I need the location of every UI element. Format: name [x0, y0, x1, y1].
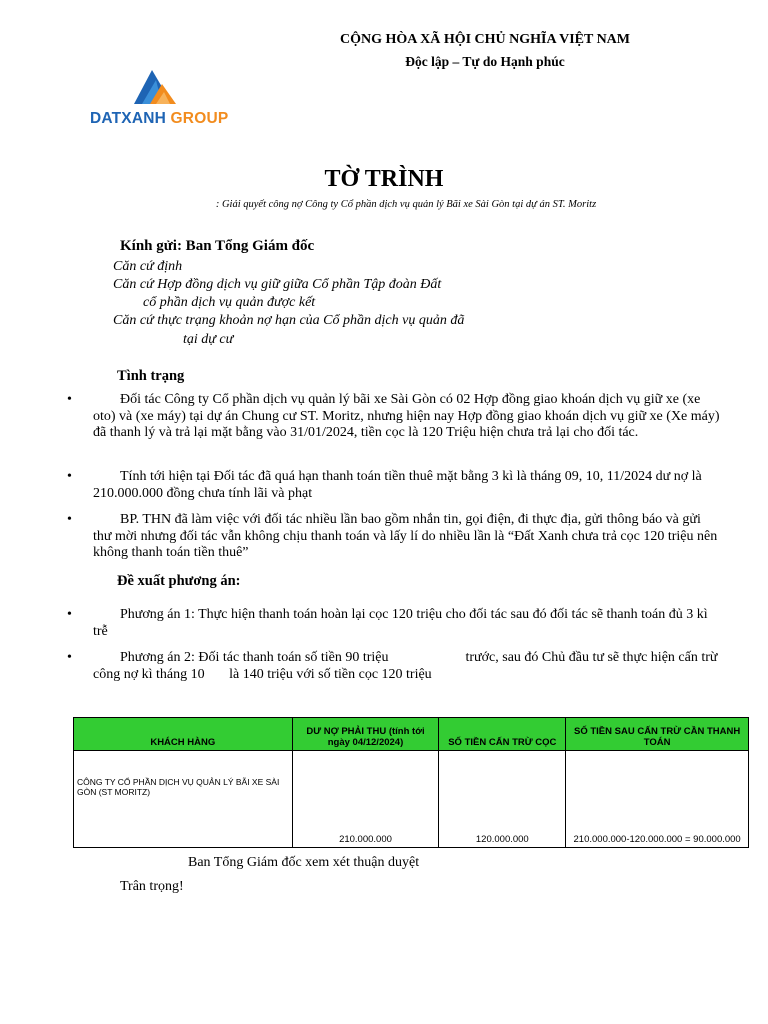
bullet-icon: • [67, 392, 72, 407]
table-cell-amount-due: 210.000.000-120.000.000 = 90.000.000 [566, 751, 749, 848]
national-motto: Độc lập – Tự do Hạnh phúc [405, 54, 565, 69]
regards-line: Trân trọng! [120, 879, 184, 894]
company-logo [90, 66, 235, 128]
basis-line: Căn cứ Hợp đồng dịch vụ giữ giữa Cổ phần Tập đoàn Đất [113, 277, 442, 292]
table-row [74, 751, 749, 848]
column-header-amount-due: SỐ TIỀN SAU CẤN TRỪ CẦN THANH TOÁN [566, 718, 749, 751]
bullet-icon: • [67, 512, 72, 527]
table-cell-customer: CÔNG TY CỔ PHẦN DỊCH VỤ QUẢN LÝ BÃI XE SÀI GÒN (ST MORITZ) [74, 751, 293, 848]
status-item: Tính tới hiện tại Đối tác đã quá hạn thanh toán tiền thuê mặt bằng 3 kì là tháng 09, 10, 11/2024 dư nợ là 210.000.000 đồng chưa tính lãi và phạt [93, 469, 702, 501]
column-header-receivable: DƯ NỢ PHẢI THU (tính tới ngày 04/12/2024) [292, 718, 439, 751]
proposal-item: Phương án 1: Thực hiện thanh toán hoàn lại cọc 120 triệu cho đối tác sau đó đối tác sẽ thanh toán đủ 3 kì trễ [93, 607, 708, 639]
proposal-item: Phương án 2: Đối tác thanh toán số tiền 90 triệu trước, sau đó Chủ đầu tư sẽ thực hiện cấn trừ công nợ kì tháng 10 là 140 triệu với số tiền cọc 120 triệu [93, 650, 721, 682]
logo-triangle-icon [90, 66, 235, 112]
basis-line: tại dự cư [183, 332, 234, 347]
basis-line: Căn cứ thực trạng khoản nợ hạn của Cổ phần dịch vụ quản đã [113, 313, 465, 328]
status-item: BP. THN đã làm việc với đối tác nhiều lần bao gồm nhắn tin, gọi điện, đi thực địa, gửi thông báo và gửi thư mời nhưng đối tác vẫn không chịu thanh toán và lấy lí do nhiều lần là “Đất Xanh chưa trả cọc 120 triệu nên không thanh toán tiền thuê” [93, 512, 718, 561]
national-title: CỘNG HÒA XÃ HỘI CHỦ NGHĨA VIỆT NAM [339, 32, 630, 47]
document-subtitle: : Giải quyết công nợ Công ty Cổ phần dịch vụ quản lý Bãi xe Sài Gòn tại dự án ST. Moritz [215, 199, 597, 210]
bullet-icon: • [67, 607, 72, 622]
proposal-heading: Đề xuất phương án: [117, 573, 241, 589]
bullet-icon: • [67, 469, 72, 484]
status-heading: Tình trạng [117, 368, 185, 384]
bullet-icon: • [67, 650, 72, 665]
table-cell-deposit-offset: 120.000.000 [439, 751, 566, 848]
column-header-deposit-offset: SỐ TIỀN CẤN TRỪ CỌC [439, 718, 566, 751]
logo-wordmark-group: GROUP [166, 110, 229, 127]
logo-wordmark-dat: DATXANH [90, 110, 167, 127]
document-title: TỜ TRÌNH [324, 166, 444, 192]
recipient-line: Kính gửi: Ban Tổng Giám đốc [120, 238, 315, 254]
status-item: Đối tác Công ty Cổ phần dịch vụ quản lý bãi xe Sài Gòn có 02 Hợp đồng giao khoán dịch vụ giữ xe (xe oto) và (xe máy) tại dự án Chung cư ST. Moritz, nhưng hiện nay Hợp đồng giao khoán dịch vụ giữ xe (Xe máy) đã thanh lý và trả lại mặt bằng vào 31/01/2024, tiền cọc là 120 Triệu hiện chưa trả lại cho đối tác. [93, 392, 720, 441]
basis-line: cổ phần dịch vụ quản được kết [143, 295, 316, 310]
table-header-row [74, 718, 749, 751]
debt-table [73, 717, 749, 848]
table-cell-receivable: 210.000.000 [292, 751, 439, 848]
approval-request: Ban Tổng Giám đốc xem xét thuận duyệt [188, 855, 420, 870]
logo-wordmark [90, 110, 228, 128]
basis-line: Căn cứ định [113, 259, 183, 274]
column-header-customer: KHÁCH HÀNG [74, 718, 293, 751]
